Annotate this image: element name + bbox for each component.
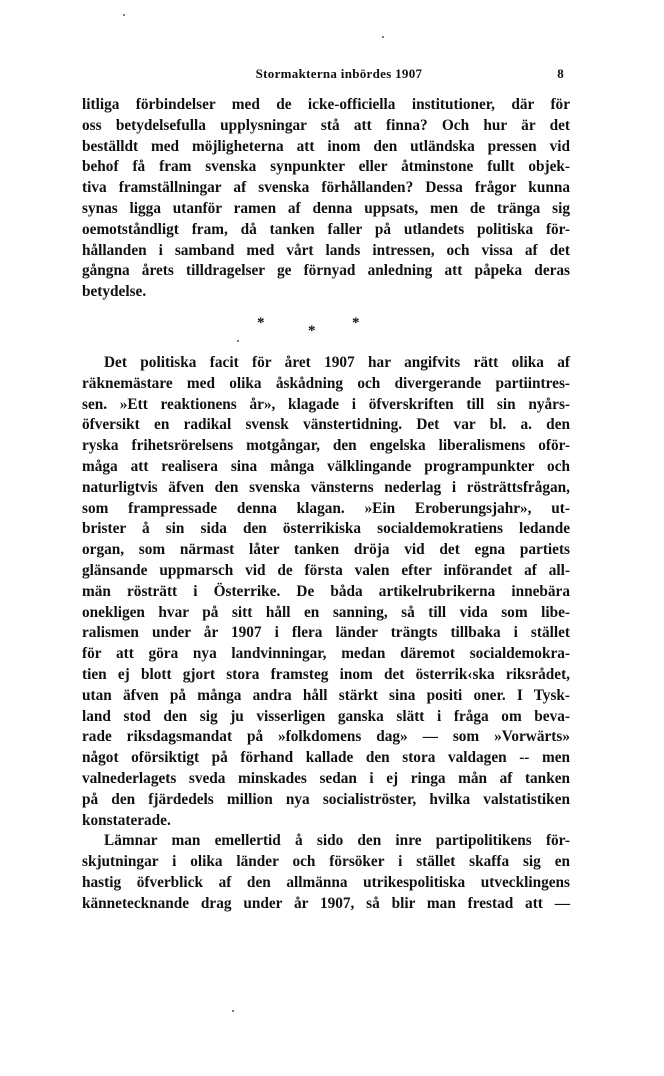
text-line: litliga förbindelser med de icke-officiella institutioner, där för (82, 96, 570, 113)
running-title: Stormakterna inbördes 1907 (255, 66, 423, 81)
text-line: brister å sin sida den österrikiska socialdemokratiens ledande (82, 520, 570, 538)
text-line: beställdt med möjligheterna att inom den utländska pressen vid (82, 137, 570, 155)
text-line: ryska frihetsrörelsens motgångar, den engelska liberalismens oför- (82, 437, 570, 455)
text-line: organ, som närmast låter tanken dröja vid det egna partiets (82, 541, 570, 559)
text-line: kännetecknande drag under år 1907, så blir man frestad att — (82, 894, 570, 912)
section-separator (82, 313, 570, 353)
print-speck (237, 340, 239, 342)
text-line: synas ligga utanför ramen af denna uppsats, men de tränga sig (82, 199, 570, 217)
text-line: behof få fram svenska synpunkter eller åtminstone fullt objek- (82, 158, 570, 176)
text-line: på den fjärdedels million nya socialiströster, hvilka valstatistiken (82, 790, 570, 808)
text-line: rade riksdagsmandat på »folkdomens dag» — som »Vorwärts» (82, 728, 570, 746)
print-speck (382, 36, 384, 38)
text-line: för att göra nya landvinningar, medan däremot socialdemokra- (82, 645, 570, 663)
text-line: skjutningar i olika länder och försöker i stället skaffa sig en (82, 853, 570, 871)
text-line: naturligtvis äfven den svenska vänsterns nederlag i rösträttsfrågan, (82, 478, 570, 496)
text-line: Lämnar man emellertid å sido den inre partipolitikens för- (104, 832, 570, 850)
page-header (108, 66, 570, 86)
text-line: som frampressade denna klagan. »Ein Eroberungsjahr», ut- (82, 499, 570, 517)
print-speck (123, 14, 125, 16)
text-line: ralismen under år 1907 i flera länder trängts tillbaka i stället (82, 624, 570, 642)
text-line: tiva framställningar af svenska förhållanden? Dessa frågor kunna (82, 179, 570, 197)
body-text (82, 353, 570, 915)
text-line: utan äfven på många andra håll stärkt sina positi oner. I Tysk- (82, 686, 570, 704)
text-line: sen. »Ett reaktionens år», klagade i öfverskriften till sin nyårs- (82, 395, 570, 413)
text-line: män rösträtt i Österrike. De båda artikelrubrikerna innebära (82, 582, 570, 600)
text-line: gångna årets tilldragelser ge förnyad anledning att påpeka deras (82, 262, 570, 280)
text-line: hållanden i samband med vårt lands intressen, och vissa af det (82, 241, 570, 259)
asterisk-mark: * (308, 323, 316, 339)
text-line: tien ej blott gjort stora framsteg inom det österrik‹ska riksrådet, (82, 665, 570, 683)
text-line: onekligen hvar på sitt håll en sanning, så till vida som libe- (82, 603, 570, 621)
text-line: betydelse. (82, 283, 147, 301)
text-line: oss betydelsefulla upplysningar stå att finna? Och hur är det (82, 116, 570, 134)
text-line: öfversikt en radikal svensk vänstertidning. Det var bl. a. den (82, 416, 570, 434)
text-line: glänsande uppmarsch vid de första valen efter införandet af all- (82, 561, 570, 579)
text-line: Det politiska facit för året 1907 har angifvits rätt olika af (104, 354, 570, 371)
paragraph-continuation (82, 95, 570, 303)
asterisk-mark: * (352, 315, 360, 331)
text-line: hastig öfverblick af den allmänna utrikespolitiska utvecklingens (82, 873, 570, 891)
text-line: något oförsiktigt på förhand kallade den stora valdagen -- men (82, 749, 570, 767)
text-line: måga att realisera sina många välklingande programpunkter och (82, 457, 570, 475)
text-line: konstaterade. (82, 811, 171, 829)
print-speck (232, 1010, 234, 1012)
text-line: land stod den sig ju visserligen ganska slätt i fråga om beva- (82, 707, 570, 725)
asterisk-mark: * (257, 315, 265, 331)
page-number: 8 (557, 66, 564, 81)
text-line: räknemästare med olika åskådning och divergerande partiintres- (82, 374, 570, 392)
text-line: valnederlagets sveda minskades sedan i ej ringa mån af tanken (82, 769, 570, 787)
text-line: oemotståndligt fram, då tanken faller på utlandets politiska för- (82, 220, 570, 238)
